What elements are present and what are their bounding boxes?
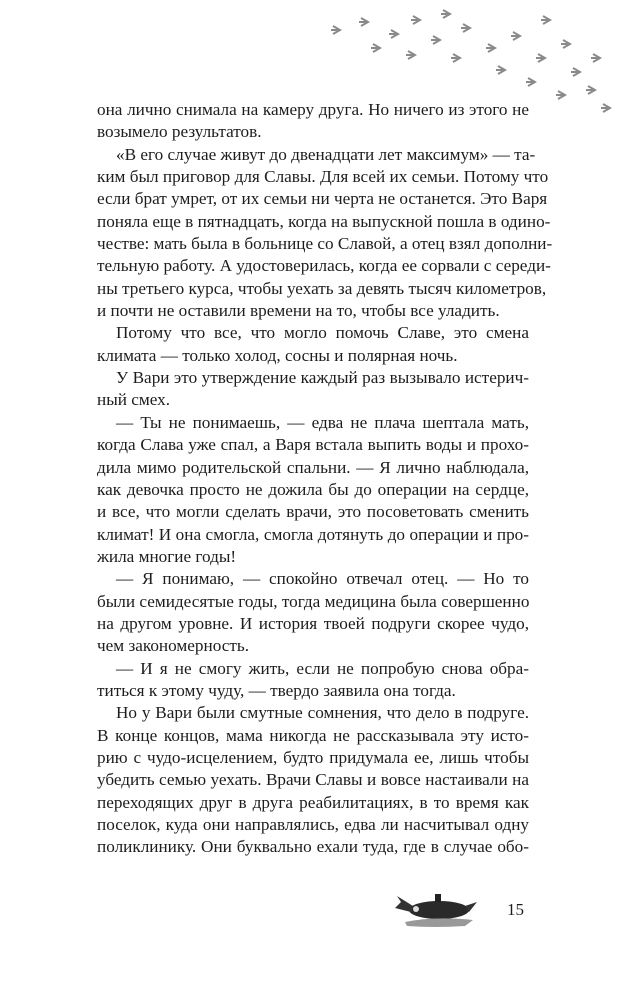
text-line: — И я не смогу жить, если не попробую снова обра- [116,658,529,678]
bird-icon [571,68,580,76]
text-line: «В его случае живут до двенадцати лет максимум» — та- [116,144,536,164]
text-line: ный смех. [97,390,171,410]
text-line: возымело результатов. [97,122,262,142]
text-line: поселок, куда они направлялись, едва ли насчитывал одну [97,815,529,834]
text-line: как девочка просто не дожила бы до операции на сердце, [97,479,529,499]
bird-icon [331,26,340,34]
text-line: ким был приговор для Славы. Для всей их семьи. Потому что [97,167,549,187]
bird-icon [359,18,368,26]
bird-icon [441,10,450,18]
text-line: Потому что все, что могло помочь Славе, это смена [116,323,529,343]
text-line: климата — только холод, сосны и полярная ночь. [97,345,458,365]
bird-icon [411,16,420,24]
text-line: ны третьего курса, чтобы уехать за девять тысяч километров, [97,278,547,298]
bird-icon [371,44,380,52]
bird-icon [511,32,520,40]
bird-icon [541,16,550,24]
text-line: переходящих друг в друга реабилитациях, в то время как [97,792,529,812]
bird-icon [389,30,398,38]
bird-icon [486,44,495,52]
bird-icon [556,91,565,99]
text-line: дила мимо родительской спальни. — Я лично наблюдала, [97,457,529,477]
text-line: поняла еще в пятнадцать, когда на выпускной пошла в одино- [97,211,551,231]
text-line: и все, что могли сделать врачи, это посоветовать сменить [97,502,529,522]
text-line: поликлинику. Они буквально ехали туда, где в случае обо- [97,837,529,857]
bird-icon [561,40,570,48]
text-line: титься к этому чуду, — твердо заявила она тогда. [97,680,456,700]
body-text [97,99,553,859]
bird-icon [591,54,600,62]
bird-icon [526,78,535,86]
bird-icon [406,51,415,59]
page-number: 15 [507,900,524,919]
text-line: если брат умрет, от их семьи ни черта не останется. Это Варя [97,189,548,209]
text-line: чем закономерность. [97,636,249,656]
bird-icon [451,54,460,62]
text-line: рию с чудо-исцелением, будто придумала ее, лишь чтобы [97,747,529,767]
bird-illustration [395,888,477,930]
text-line: были семидесятые годы, тогда медицина была совершенно [97,591,530,611]
bird-icon [536,54,545,62]
bird-icon [586,86,595,94]
text-line: честве: мать была в больнице со Славой, а отец взял дополни- [97,234,553,254]
text-line: жила многие годы! [97,546,237,566]
text-line: когда Слава уже спал, а Варя встала выпить воды и прохо- [97,435,529,455]
text-line: У Вари это утверждение каждый раз вызывало истерич- [116,368,529,388]
text-line: В конце концов, мама никогда не рассказывала эту исто- [97,725,529,745]
text-line: — Ты не понимаешь, — едва не плача шептала мать, [116,412,529,432]
text-line: на другом уровне. И история твоей подруги скорее чудо, [97,613,529,633]
text-line: тельную работу. А удостоверилась, когда ее сорвали с середи- [97,256,551,276]
text-line: и почти не оставили времени на то, чтобы все уладить. [97,301,500,321]
text-line: — Я понимаю, — спокойно отвечал отец. — Но то [116,569,529,589]
bird-icon [431,36,440,44]
bird-icon [601,104,610,112]
text-line: убедить семью уехать. Врачи Славы и вовсе настаивали на [97,770,529,790]
text-line: климат! И она смогла, смогла дотянуть до операции и про- [97,524,529,544]
text-line: она лично снимала на камеру друга. Но ничего из этого не [97,100,529,119]
bird-icon [496,66,505,74]
text-line: Но у Вари были смутные сомнения, что дело в подруге. [116,703,529,723]
bird-icon [461,24,470,32]
